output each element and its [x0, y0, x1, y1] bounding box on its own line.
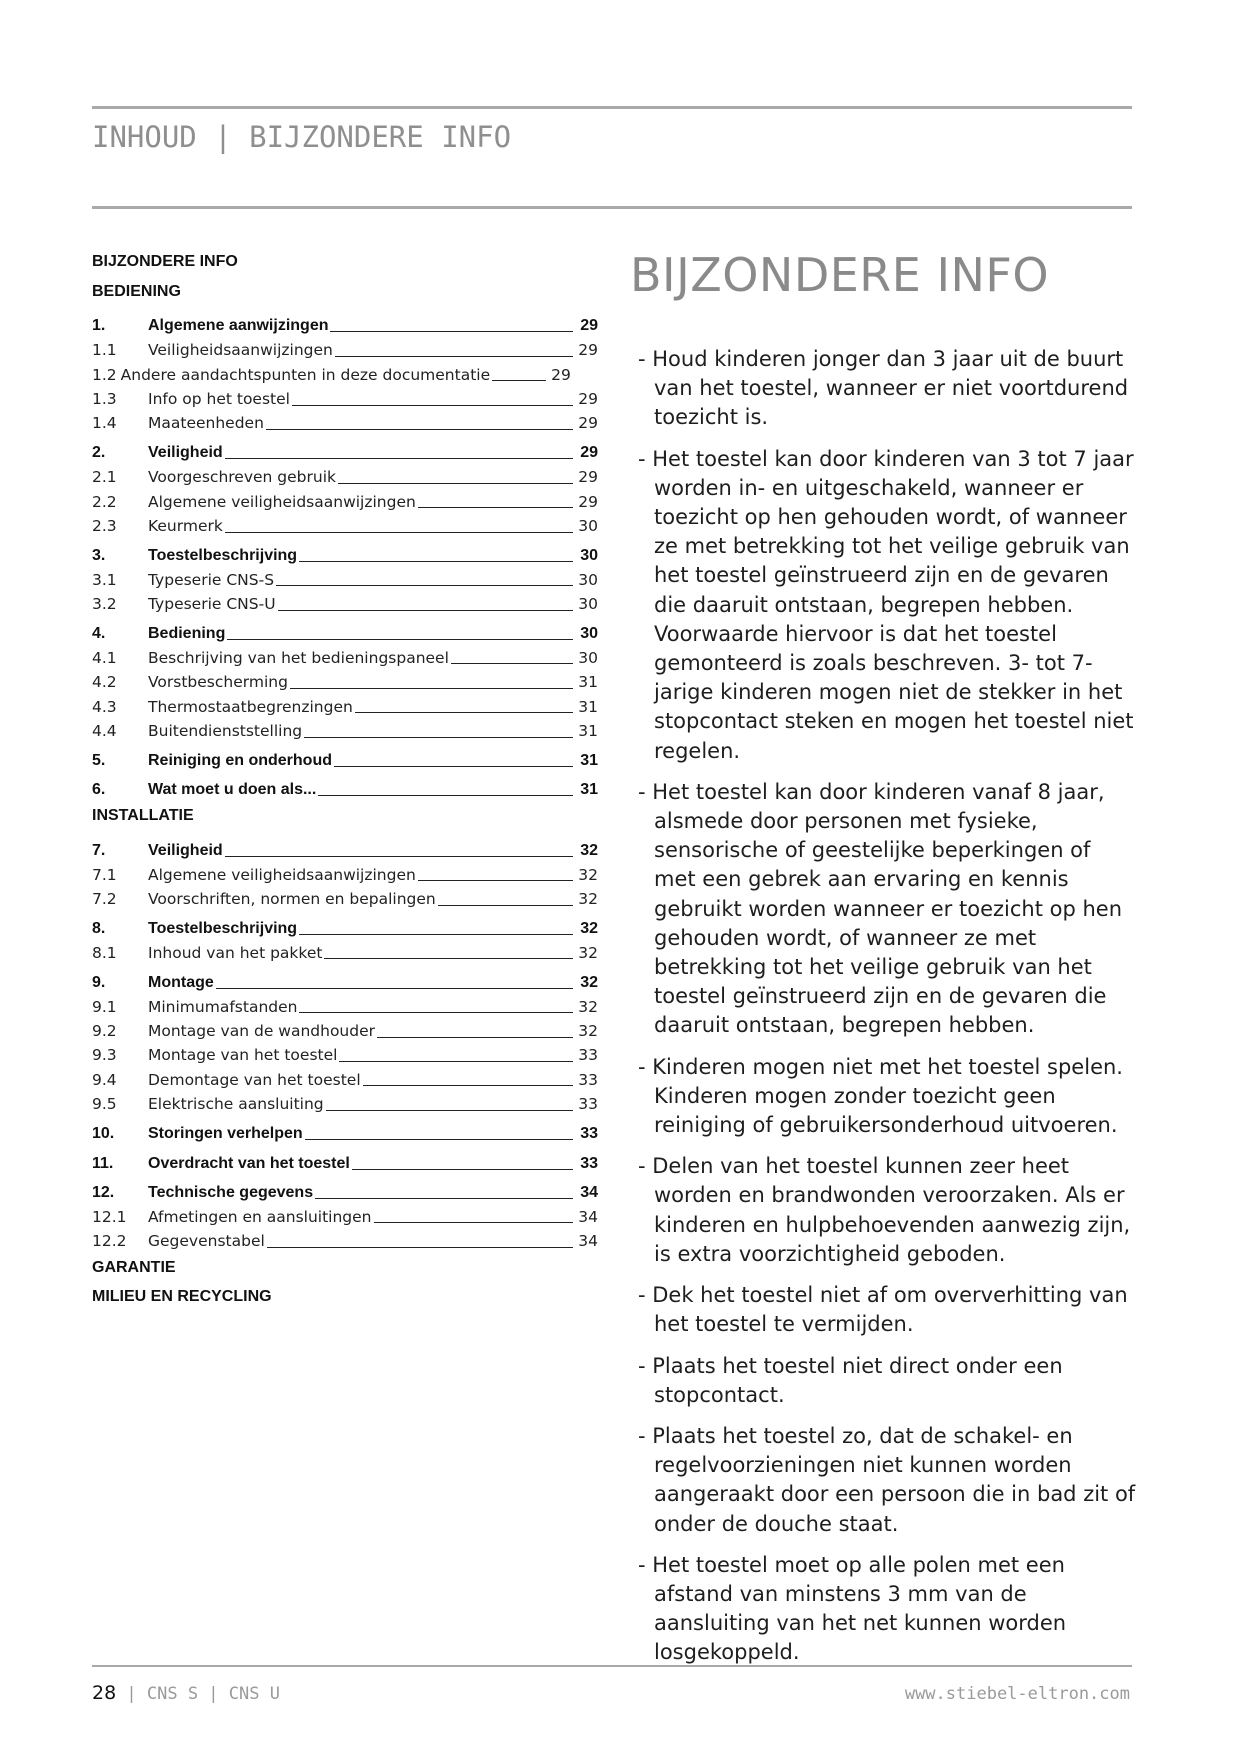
toc-leader-line — [299, 561, 573, 562]
toc-entry-label: Info op het toestel — [148, 390, 290, 409]
toc-entry[interactable] — [92, 715, 598, 739]
toc-entry[interactable] — [92, 883, 598, 907]
toc-leader-line — [330, 331, 573, 332]
toc-leader-line — [225, 458, 573, 459]
toc-entry-label: Algemene veiligheidsaanwijzingen — [148, 865, 416, 884]
toc-entry-number: 4. — [92, 625, 106, 643]
toc-leader-line — [492, 380, 546, 381]
toc-entry-page: 33 — [580, 1125, 598, 1143]
toc-entry-label: Wat moet u doen als... — [148, 781, 317, 799]
toc-heading-installatie: INSTALLATIE — [92, 807, 194, 825]
toc-entry-number: 4.1 — [92, 648, 117, 667]
toc-entry[interactable] — [92, 1064, 598, 1088]
toc-entry-page: 29 — [580, 317, 598, 335]
list-item: - Delen van het toestel kunnen zeer heet worden en brandwonden veroorzaken. Als er kinderen en hulpbehoevenden aanwezig zijn, is extra voorzichtigheid geboden. — [638, 1154, 1131, 1266]
toc-entry-label: Thermostaatbegrenzingen — [148, 697, 353, 716]
toc-entry-number: 9.3 — [92, 1046, 117, 1065]
toc-entry-number: 2.2 — [92, 492, 117, 511]
toc-entry-label: Inhoud van het pakket — [148, 943, 323, 962]
toc-entry-page: 31 — [578, 722, 598, 741]
toc-entry-number: 5. — [92, 752, 106, 770]
toc-entry-number: 4.3 — [92, 697, 117, 716]
toc-entry[interactable] — [92, 1118, 598, 1142]
toc-leader-line — [225, 856, 573, 857]
footer-product: | CNS S | CNS U — [116, 1684, 280, 1704]
toc-leader-line — [377, 1037, 573, 1038]
toc-entry[interactable] — [92, 966, 598, 990]
toc-entry[interactable] — [92, 437, 598, 461]
toc-entry-page: 32 — [580, 973, 598, 991]
toc-entry[interactable] — [92, 913, 598, 937]
toc-entry-number: 9.1 — [92, 997, 117, 1016]
toc-leader-line — [418, 880, 573, 881]
toc-entry[interactable] — [92, 937, 598, 961]
toc-entry-page: 33 — [578, 1046, 598, 1065]
toc-entry-number: 1. — [92, 317, 106, 335]
toc-leader-line — [438, 905, 573, 906]
toc-entry-page: 32 — [578, 943, 598, 962]
toc-entry-page: 31 — [578, 673, 598, 692]
toc-entry[interactable] — [92, 691, 598, 715]
toc-entry-label: Bediening — [148, 625, 226, 643]
list-item: - Houd kinderen jonger dan 3 jaar uit de buurt van het toestel, wanneer er niet voortdurend toezicht is. — [638, 347, 1129, 430]
toc-leader-line — [216, 988, 573, 989]
toc-entry-page: 32 — [578, 1022, 598, 1041]
toc-entry-label: Keurmerk — [148, 517, 223, 536]
toc-entry-number: 11. — [92, 1154, 114, 1172]
toc-entry-number: 7.2 — [92, 890, 117, 909]
toc-entry[interactable] — [92, 745, 598, 769]
toc-leader-line — [363, 1085, 573, 1086]
toc-entry-number: 8.1 — [92, 943, 117, 962]
toc-entry-label: Andere aandachtspunten in deze documentatie — [120, 365, 491, 384]
toc-entry-page: 31 — [580, 781, 598, 799]
list-item: - Kinderen mogen niet met het toestel spelen. Kinderen mogen zonder toezicht geen reiniging of gebruikersonderhoud uitvoeren. — [638, 1054, 1123, 1138]
toc-entry[interactable] — [92, 564, 598, 588]
toc-entry-label: Gegevenstabel — [148, 1232, 265, 1251]
header-divider — [92, 206, 1132, 209]
toc-entry-label: Elektrische aansluiting — [148, 1095, 324, 1114]
toc-entry-page: 32 — [580, 919, 598, 937]
toc-entry-page: 34 — [578, 1232, 598, 1251]
toc-leader-line — [334, 766, 573, 767]
toc-entry[interactable] — [92, 588, 598, 612]
toc-entry-page: 30 — [578, 595, 598, 614]
toc-entry-label: Veiligheidsaanwijzingen — [148, 341, 333, 360]
toc-entry-page: 32 — [578, 865, 598, 884]
toc-entry-label: Montage — [148, 973, 214, 991]
toc-entry-number: 1.3 — [92, 390, 117, 409]
toc-entry-page: 30 — [580, 625, 598, 643]
list-item: - Het toestel moet op alle polen met een afstand van minstens 3 mm van de aansluiting van het net kunnen worden losgekoppeld. — [638, 1552, 1067, 1665]
toc-leader-line — [335, 356, 573, 357]
toc-leader-line — [276, 585, 573, 586]
toc-entry[interactable] — [92, 666, 598, 690]
toc-leader-line — [266, 429, 573, 430]
toc-entry[interactable] — [92, 310, 598, 334]
toc-leader-line — [338, 483, 573, 484]
toc-entry-number: 9. — [92, 973, 106, 991]
toc-entry-label: Montage van de wandhouder — [148, 1022, 375, 1041]
toc-entry-number: 1.4 — [92, 414, 117, 433]
toc-entry-label: Storingen verhelpen — [148, 1125, 303, 1143]
toc-entry-label: Typeserie CNS-S — [148, 570, 275, 589]
toc-entry-page: 29 — [578, 468, 598, 487]
toc-leader-line — [326, 1110, 573, 1111]
toc-entry-label: Beschrijving van het bedieningspaneel — [148, 648, 449, 667]
toc-entry-number: 1.2 — [92, 365, 117, 384]
toc-leader-line — [318, 795, 573, 796]
toc-entry[interactable] — [92, 618, 598, 642]
toc-leader-line — [290, 688, 573, 689]
toc-entry[interactable] — [92, 1015, 598, 1039]
toc-entry-number: 8. — [92, 919, 106, 937]
toc-leader-line — [339, 1061, 573, 1062]
footer-left — [92, 1682, 280, 1704]
table-of-contents — [92, 250, 598, 1312]
footer-divider — [92, 1665, 1132, 1667]
toc-heading-garantie: GARANTIE — [92, 1258, 176, 1276]
toc-entry-number: 12. — [92, 1183, 115, 1201]
toc-entry-number: 7.1 — [92, 865, 117, 884]
toc-entry-page: 30 — [578, 570, 598, 589]
toc-leader-line — [374, 1222, 573, 1223]
toc-entry-label: Minimumafstanden — [148, 997, 298, 1016]
toc-entry-label: Veiligheid — [148, 841, 223, 859]
toc-entry[interactable] — [92, 383, 598, 407]
toc-entry-number: 2. — [92, 444, 106, 462]
toc-entry-label: Maateenheden — [148, 414, 264, 433]
toc-entry-page: 31 — [580, 752, 598, 770]
toc-entry[interactable] — [92, 642, 598, 666]
list-item: - Plaats het toestel zo, dat de schakel- en regelvoorzieningen niet kunnen worden aangeraakt door een persoon die in bad zit of onder de douche staat. — [638, 1423, 1136, 1536]
toc-entry-number: 3. — [92, 546, 106, 564]
toc-entry-page: 31 — [578, 697, 598, 716]
footer-website-link[interactable]: www.stiebel-eltron.com — [904, 1684, 1130, 1704]
list-item: - Het toestel kan door kinderen van 3 tot 7 jaar worden in- en uitgeschakeld, wanneer er toezicht op hen gehouden wordt, of wanneer ze met betrekking tot het veilige gebruik van het toestel geïnstrueerd zijn en de gevaren die daaruit ontstaan, begrepen hebben. Voorwaarde hiervoor is dat het toestel gemonteerd is zoals beschreven. 3- tot 7-jarige kinderen mogen niet de stekker in het stopcontact steken en mogen het toestel niet regelen. — [638, 446, 1134, 763]
toc-entry[interactable] — [92, 486, 598, 510]
toc-entry-label: Vorstbescherming — [148, 673, 288, 692]
safety-info-list — [638, 345, 1138, 1680]
toc-entry-number: 2.1 — [92, 468, 117, 487]
page-number: 28 — [92, 1682, 117, 1704]
toc-leader-line — [315, 1198, 573, 1199]
toc-entry-label: Buitendienststelling — [148, 722, 303, 741]
toc-entry-label: Demontage van het toestel — [148, 1070, 361, 1089]
toc-entry[interactable] — [92, 1177, 598, 1201]
toc-entry-number: 9.4 — [92, 1070, 117, 1089]
toc-leader-line — [305, 1139, 573, 1140]
toc-entry-page: 29 — [580, 444, 598, 462]
toc-entry-number: 3.2 — [92, 595, 117, 614]
toc-entry-label: Overdracht van het toestel — [148, 1154, 350, 1172]
toc-entry-label: Typeserie CNS-U — [148, 595, 276, 614]
toc-entry[interactable] — [92, 540, 598, 564]
toc-entry[interactable] — [92, 1201, 598, 1225]
toc-leader-line — [352, 1169, 573, 1170]
toc-entry[interactable] — [92, 834, 598, 858]
toc-entry-number: 12.2 — [92, 1232, 127, 1251]
toc-heading-bediening: BEDIENING — [92, 283, 181, 300]
toc-entry-page: 29 — [551, 365, 571, 384]
toc-entry[interactable] — [92, 1147, 598, 1171]
toc-entry[interactable] — [92, 1225, 598, 1249]
toc-entry-page: 29 — [578, 414, 598, 433]
toc-heading-milieu: MILIEU EN RECYCLING — [92, 1287, 272, 1305]
toc-entry-label: Algemene aanwijzingen — [148, 317, 329, 335]
toc-entry-label: Toestelbeschrijving — [148, 919, 298, 937]
toc-entry[interactable] — [92, 408, 598, 432]
toc-entry-page: 33 — [578, 1070, 598, 1089]
toc-entry[interactable] — [92, 334, 598, 358]
toc-entry-label: Voorschriften, normen en bepalingen — [148, 890, 436, 909]
toc-entry[interactable] — [92, 359, 576, 383]
toc-leader-line — [267, 1247, 573, 1248]
toc-entry-number: 10. — [92, 1125, 115, 1143]
top-divider — [92, 106, 1132, 109]
toc-entry-label: Algemene veiligheidsaanwijzingen — [148, 492, 416, 511]
toc-entry-page: 33 — [580, 1154, 598, 1172]
toc-entry-number: 4.2 — [92, 673, 117, 692]
toc-entry-label: Reiniging en onderhoud — [148, 752, 332, 770]
toc-entry-page: 32 — [580, 841, 598, 859]
toc-leader-line — [418, 507, 573, 508]
toc-entry-page: 34 — [578, 1207, 598, 1226]
toc-entry-number: 7. — [92, 841, 106, 859]
toc-entry-number: 9.5 — [92, 1095, 117, 1114]
toc-leader-line — [227, 639, 573, 640]
toc-leader-line — [299, 1012, 573, 1013]
toc-entry-label: Montage van het toestel — [148, 1046, 338, 1065]
page-header-title: INHOUD | BIJZONDERE INFO — [92, 120, 512, 154]
toc-entry-page: 29 — [578, 341, 598, 360]
toc-entry-page: 32 — [578, 997, 598, 1016]
toc-leader-line — [299, 934, 573, 935]
toc-leader-line — [304, 737, 573, 738]
toc-entry-number: 2.3 — [92, 517, 117, 536]
toc-entry[interactable] — [92, 859, 598, 883]
toc-entry-page: 33 — [578, 1095, 598, 1114]
list-item: - Het toestel kan door kinderen vanaf 8 jaar, alsmede door personen met fysieke, sensorische of geestelijke beperkingen of met een gebrek aan ervaring en kennis gebruikt worden wanneer er toezicht op hen gehouden wordt, of wanneer ze met betrekking tot het veilige gebruik van het toestel geïnstrueerd zijn en de gevaren die daaruit ontstaan, begrepen hebben. — [638, 779, 1123, 1038]
list-item: - Plaats het toestel niet direct onder een stopcontact. — [638, 1353, 1063, 1407]
toc-entry-number: 6. — [92, 781, 106, 799]
toc-entry[interactable] — [92, 461, 598, 485]
toc-heading-bijzondere-info: BIJZONDERE INFO — [92, 253, 238, 270]
toc-entry-page: 30 — [578, 648, 598, 667]
toc-leader-line — [278, 610, 573, 611]
toc-leader-line — [324, 958, 573, 959]
section-heading: BIJZONDERE INFO — [630, 248, 1050, 302]
list-item: - Dek het toestel niet af om oververhitting van het toestel te vermijden. — [638, 1283, 1128, 1337]
toc-entry[interactable] — [92, 510, 598, 534]
toc-entry-page: 29 — [578, 390, 598, 409]
toc-entry-number: 9.2 — [92, 1022, 117, 1041]
toc-entry-number: 3.1 — [92, 570, 117, 589]
toc-entry-number: 4.4 — [92, 722, 117, 741]
toc-entry-page: 30 — [578, 517, 598, 536]
toc-entry-label: Voorgeschreven gebruik — [148, 468, 336, 487]
toc-leader-line — [451, 663, 573, 664]
toc-entry[interactable] — [92, 1088, 598, 1112]
toc-entry-page: 29 — [578, 492, 598, 511]
toc-entry-page: 32 — [578, 890, 598, 909]
toc-entry-label: Toestelbeschrijving — [148, 546, 298, 564]
toc-entry-label: Veiligheid — [148, 444, 223, 462]
toc-leader-line — [225, 532, 573, 533]
toc-entry-page: 34 — [580, 1183, 598, 1201]
toc-leader-line — [355, 712, 573, 713]
toc-entry-number: 12.1 — [92, 1207, 127, 1226]
toc-entry-page: 30 — [580, 546, 598, 564]
toc-entry[interactable] — [92, 1040, 598, 1064]
toc-leader-line — [292, 405, 573, 406]
toc-entry[interactable] — [92, 774, 598, 798]
toc-entry[interactable] — [92, 991, 598, 1015]
toc-entry-label: Afmetingen en aansluitingen — [148, 1207, 372, 1226]
toc-entry-number: 1.1 — [92, 341, 117, 360]
toc-entry-label: Technische gegevens — [148, 1183, 314, 1201]
